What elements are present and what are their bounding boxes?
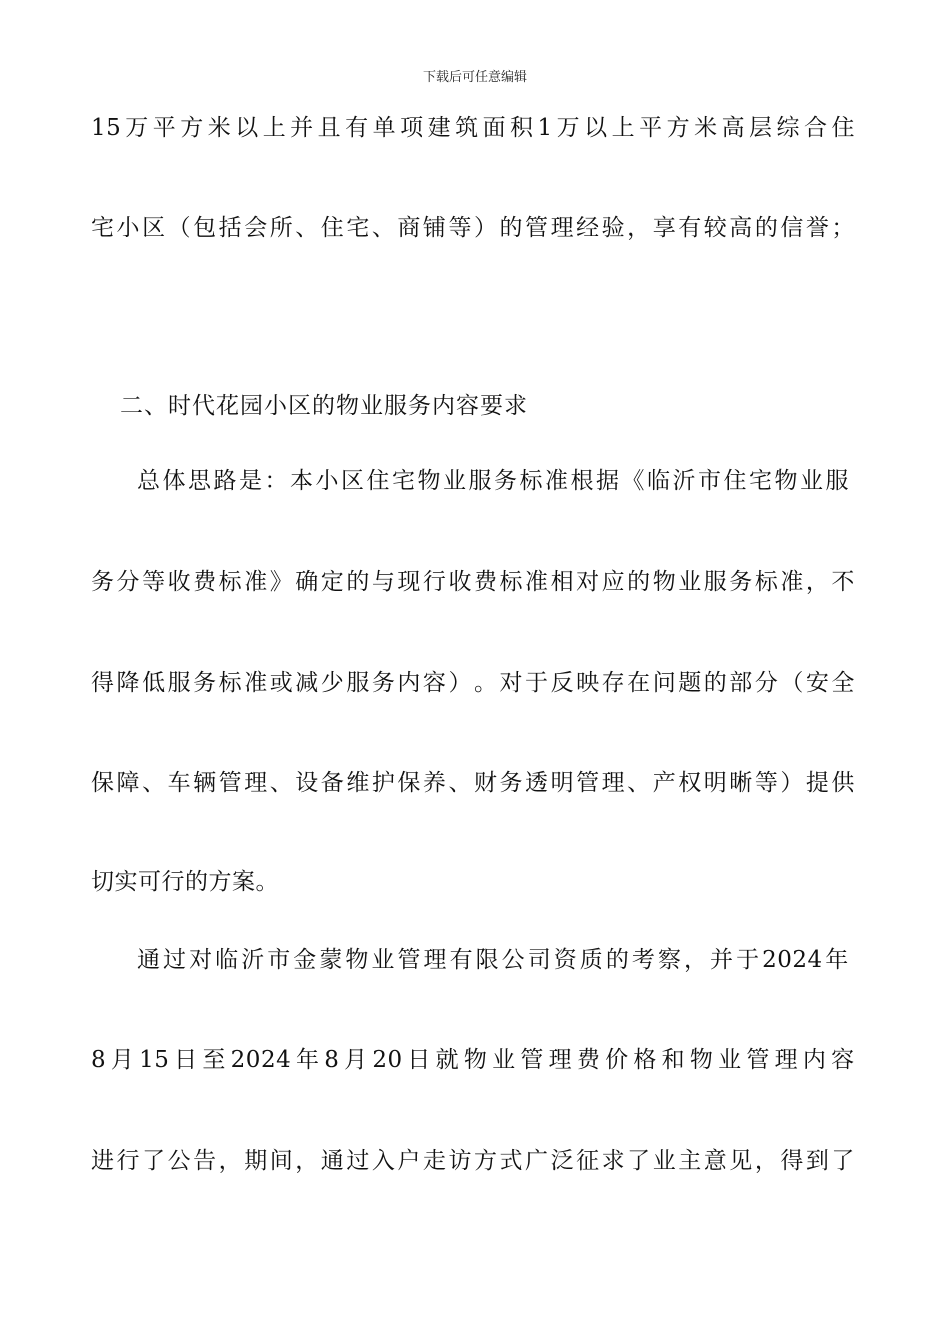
body-line: 务 分 等 收 费 标 准 》 确 定 的 与 现 行 收 费 标 准 相 对 应 的 物 业 服 务 标 准 ， 不 (91, 569, 855, 595)
body-line: 通 过 对 临 沂 市 金 蒙 物 业 管 理 有 限 公 司 资 质 的 考 察 ， 并 于 2024 年 (137, 947, 849, 973)
body-line: 进 行 了 公 告 ， 期 间 ， 通 过 入 户 走 访 方 式 广 泛 征 求 了 业 主 意 见 ， 得 到 了 (91, 1148, 855, 1174)
page-header: 下载后可任意编辑 (422, 70, 527, 85)
body-line: 保 障 、 车 辆 管 理 、 设 备 维 护 保 养 、 财 务 透 明 管 理 、 产 权 明 晰 等 ） 提 供 (91, 770, 855, 796)
body-line: 得 降 低 服 务 标 准 或 减 少 服 务 内 容 ） 。 对 于 反 映 存 在 问 题 的 部 分 （ 安 全 (91, 670, 855, 696)
body-line: 8 月 15 日 至 2024 年 8 月 20 日 就 物 业 管 理 费 价 格 和 物 业 管 理 内 容 (91, 1047, 855, 1073)
section-heading: 二、时代花园小区的物业服务内容要求 (120, 393, 528, 419)
body-line: 15 万 平 方 米 以 上 并 且 有 单 项 建 筑 面 积 1 万 以 上 平 方 米 高 层 综 合 住 (91, 115, 855, 141)
body-line: 总 体 思 路 是 ： 本 小 区 住 宅 物 业 服 务 标 准 根 据 《 临 沂 市 住 宅 物 业 服 (137, 468, 849, 494)
body-line: 宅 小 区 （ 包 括 会 所 、 住 宅 、 商 铺 等 ） 的 管 理 经 验 ， 享 有 较 高 的 信 誉 ； (91, 215, 855, 241)
body-line: 切实可行的方案。 (91, 869, 279, 895)
